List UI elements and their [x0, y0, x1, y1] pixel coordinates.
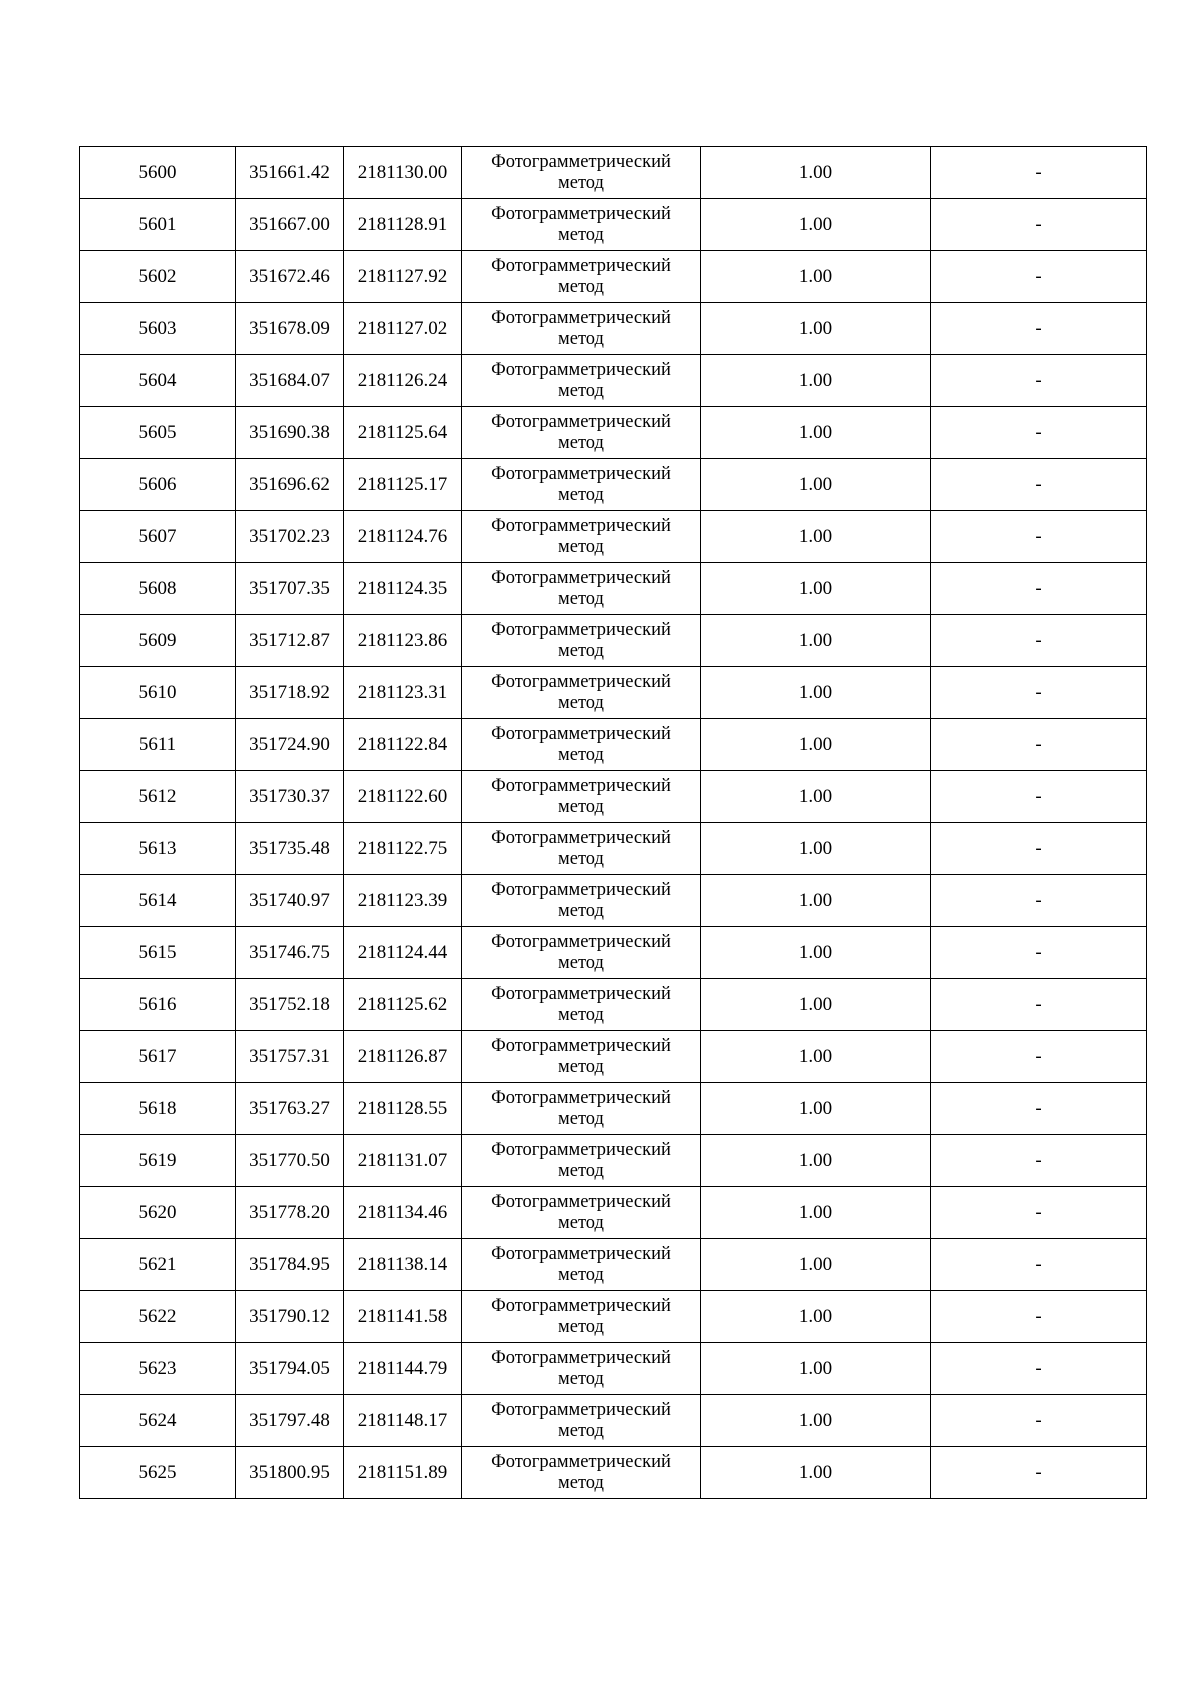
point-number-cell: 5601	[80, 199, 236, 251]
method-text: Фотограмметрический метод	[491, 1399, 671, 1441]
accuracy-cell: 1.00	[701, 251, 931, 303]
table-row	[80, 615, 1147, 667]
x-coordinate-cell: 351724.90	[236, 719, 344, 771]
note-cell: -	[931, 927, 1147, 979]
note-cell: -	[931, 459, 1147, 511]
x-coordinate-cell: 351797.48	[236, 1395, 344, 1447]
method-text: Фотограмметрический метод	[491, 1347, 671, 1389]
method-cell	[462, 199, 701, 251]
x-coordinate-cell: 351770.50	[236, 1135, 344, 1187]
y-coordinate-cell: 2181125.62	[344, 979, 462, 1031]
method-text: Фотограмметрический метод	[491, 827, 671, 869]
y-coordinate-cell: 2181126.87	[344, 1031, 462, 1083]
method-text: Фотограмметрический метод	[491, 1035, 671, 1077]
table-row	[80, 1083, 1147, 1135]
accuracy-cell: 1.00	[701, 147, 931, 199]
y-coordinate-cell: 2181151.89	[344, 1447, 462, 1499]
table-row	[80, 823, 1147, 875]
y-coordinate-cell: 2181144.79	[344, 1343, 462, 1395]
accuracy-cell: 1.00	[701, 1291, 931, 1343]
method-text: Фотограмметрический метод	[491, 671, 671, 713]
y-coordinate-cell: 2181123.86	[344, 615, 462, 667]
method-cell	[462, 1239, 701, 1291]
method-cell	[462, 511, 701, 563]
x-coordinate-cell: 351667.00	[236, 199, 344, 251]
y-coordinate-cell: 2181138.14	[344, 1239, 462, 1291]
note-cell: -	[931, 875, 1147, 927]
note-cell: -	[931, 1291, 1147, 1343]
x-coordinate-cell: 351752.18	[236, 979, 344, 1031]
accuracy-cell: 1.00	[701, 667, 931, 719]
method-text: Фотограмметрический метод	[491, 359, 671, 401]
x-coordinate-cell: 351712.87	[236, 615, 344, 667]
table-row	[80, 355, 1147, 407]
accuracy-cell: 1.00	[701, 719, 931, 771]
x-coordinate-cell: 351696.62	[236, 459, 344, 511]
y-coordinate-cell: 2181128.55	[344, 1083, 462, 1135]
point-number-cell: 5616	[80, 979, 236, 1031]
note-cell: -	[931, 563, 1147, 615]
table-row	[80, 1239, 1147, 1291]
x-coordinate-cell: 351784.95	[236, 1239, 344, 1291]
point-number-cell: 5620	[80, 1187, 236, 1239]
method-cell	[462, 1343, 701, 1395]
note-cell: -	[931, 823, 1147, 875]
point-number-cell: 5615	[80, 927, 236, 979]
note-cell: -	[931, 1395, 1147, 1447]
accuracy-cell: 1.00	[701, 771, 931, 823]
table-row	[80, 927, 1147, 979]
x-coordinate-cell: 351707.35	[236, 563, 344, 615]
accuracy-cell: 1.00	[701, 1239, 931, 1291]
method-cell	[462, 407, 701, 459]
point-number-cell: 5624	[80, 1395, 236, 1447]
y-coordinate-cell: 2181124.35	[344, 563, 462, 615]
note-cell: -	[931, 979, 1147, 1031]
method-cell	[462, 251, 701, 303]
method-cell	[462, 1447, 701, 1499]
method-text: Фотограмметрический метод	[491, 307, 671, 349]
point-number-cell: 5612	[80, 771, 236, 823]
point-number-cell: 5608	[80, 563, 236, 615]
point-number-cell: 5617	[80, 1031, 236, 1083]
note-cell: -	[931, 355, 1147, 407]
table-row	[80, 1395, 1147, 1447]
table-row	[80, 251, 1147, 303]
method-text: Фотограмметрический метод	[491, 203, 671, 245]
x-coordinate-cell: 351718.92	[236, 667, 344, 719]
x-coordinate-cell: 351678.09	[236, 303, 344, 355]
point-number-cell: 5613	[80, 823, 236, 875]
y-coordinate-cell: 2181148.17	[344, 1395, 462, 1447]
method-text: Фотограмметрический метод	[491, 411, 671, 453]
accuracy-cell: 1.00	[701, 1187, 931, 1239]
note-cell: -	[931, 511, 1147, 563]
accuracy-cell: 1.00	[701, 1135, 931, 1187]
accuracy-cell: 1.00	[701, 511, 931, 563]
method-text: Фотограмметрический метод	[491, 151, 671, 193]
note-cell: -	[931, 1135, 1147, 1187]
point-number-cell: 5621	[80, 1239, 236, 1291]
point-number-cell: 5622	[80, 1291, 236, 1343]
accuracy-cell: 1.00	[701, 927, 931, 979]
method-cell	[462, 459, 701, 511]
y-coordinate-cell: 2181127.02	[344, 303, 462, 355]
note-cell: -	[931, 1083, 1147, 1135]
point-number-cell: 5619	[80, 1135, 236, 1187]
accuracy-cell: 1.00	[701, 355, 931, 407]
accuracy-cell: 1.00	[701, 199, 931, 251]
method-cell	[462, 667, 701, 719]
table-row	[80, 875, 1147, 927]
note-cell: -	[931, 1187, 1147, 1239]
note-cell: -	[931, 1239, 1147, 1291]
x-coordinate-cell: 351763.27	[236, 1083, 344, 1135]
method-cell	[462, 1395, 701, 1447]
note-cell: -	[931, 147, 1147, 199]
method-text: Фотограмметрический метод	[491, 1451, 671, 1493]
accuracy-cell: 1.00	[701, 303, 931, 355]
note-cell: -	[931, 251, 1147, 303]
x-coordinate-cell: 351800.95	[236, 1447, 344, 1499]
table-row	[80, 199, 1147, 251]
method-cell	[462, 1083, 701, 1135]
table-row	[80, 771, 1147, 823]
accuracy-cell: 1.00	[701, 823, 931, 875]
table-row	[80, 303, 1147, 355]
accuracy-cell: 1.00	[701, 1447, 931, 1499]
accuracy-cell: 1.00	[701, 407, 931, 459]
accuracy-cell: 1.00	[701, 875, 931, 927]
point-number-cell: 5605	[80, 407, 236, 459]
x-coordinate-cell: 351790.12	[236, 1291, 344, 1343]
method-text: Фотограмметрический метод	[491, 619, 671, 661]
note-cell: -	[931, 615, 1147, 667]
point-number-cell: 5607	[80, 511, 236, 563]
coordinates-table	[79, 146, 1147, 1499]
y-coordinate-cell: 2181128.91	[344, 199, 462, 251]
accuracy-cell: 1.00	[701, 979, 931, 1031]
x-coordinate-cell: 351672.46	[236, 251, 344, 303]
y-coordinate-cell: 2181134.46	[344, 1187, 462, 1239]
y-coordinate-cell: 2181127.92	[344, 251, 462, 303]
method-cell	[462, 615, 701, 667]
table-row	[80, 407, 1147, 459]
x-coordinate-cell: 351661.42	[236, 147, 344, 199]
coordinates-table-body	[80, 147, 1147, 1499]
y-coordinate-cell: 2181125.17	[344, 459, 462, 511]
method-cell	[462, 563, 701, 615]
method-text: Фотограмметрический метод	[491, 775, 671, 817]
y-coordinate-cell: 2181125.64	[344, 407, 462, 459]
method-cell	[462, 823, 701, 875]
point-number-cell: 5625	[80, 1447, 236, 1499]
note-cell: -	[931, 719, 1147, 771]
accuracy-cell: 1.00	[701, 459, 931, 511]
table-row	[80, 979, 1147, 1031]
y-coordinate-cell: 2181141.58	[344, 1291, 462, 1343]
x-coordinate-cell: 351730.37	[236, 771, 344, 823]
point-number-cell: 5603	[80, 303, 236, 355]
y-coordinate-cell: 2181130.00	[344, 147, 462, 199]
method-text: Фотограмметрический метод	[491, 723, 671, 765]
method-text: Фотограмметрический метод	[491, 255, 671, 297]
accuracy-cell: 1.00	[701, 615, 931, 667]
point-number-cell: 5602	[80, 251, 236, 303]
table-row	[80, 1343, 1147, 1395]
accuracy-cell: 1.00	[701, 1343, 931, 1395]
point-number-cell: 5618	[80, 1083, 236, 1135]
method-text: Фотограмметрический метод	[491, 1139, 671, 1181]
method-text: Фотограмметрический метод	[491, 1295, 671, 1337]
note-cell: -	[931, 1031, 1147, 1083]
method-text: Фотограмметрический метод	[491, 931, 671, 973]
method-cell	[462, 927, 701, 979]
point-number-cell: 5623	[80, 1343, 236, 1395]
y-coordinate-cell: 2181126.24	[344, 355, 462, 407]
method-cell	[462, 1135, 701, 1187]
accuracy-cell: 1.00	[701, 1395, 931, 1447]
table-row	[80, 1187, 1147, 1239]
method-text: Фотограмметрический метод	[491, 983, 671, 1025]
method-cell	[462, 303, 701, 355]
method-cell	[462, 1031, 701, 1083]
note-cell: -	[931, 1343, 1147, 1395]
y-coordinate-cell: 2181123.31	[344, 667, 462, 719]
table-row	[80, 719, 1147, 771]
note-cell: -	[931, 303, 1147, 355]
table-row	[80, 1447, 1147, 1499]
note-cell: -	[931, 667, 1147, 719]
table-row	[80, 667, 1147, 719]
y-coordinate-cell: 2181124.76	[344, 511, 462, 563]
method-cell	[462, 979, 701, 1031]
table-row	[80, 1031, 1147, 1083]
x-coordinate-cell: 351757.31	[236, 1031, 344, 1083]
y-coordinate-cell: 2181122.84	[344, 719, 462, 771]
accuracy-cell: 1.00	[701, 1031, 931, 1083]
note-cell: -	[931, 1447, 1147, 1499]
method-text: Фотограмметрический метод	[491, 1087, 671, 1129]
method-cell	[462, 355, 701, 407]
x-coordinate-cell: 351735.48	[236, 823, 344, 875]
accuracy-cell: 1.00	[701, 563, 931, 615]
method-cell	[462, 771, 701, 823]
x-coordinate-cell: 351702.23	[236, 511, 344, 563]
x-coordinate-cell: 351778.20	[236, 1187, 344, 1239]
x-coordinate-cell: 351684.07	[236, 355, 344, 407]
y-coordinate-cell: 2181122.75	[344, 823, 462, 875]
method-cell	[462, 1291, 701, 1343]
table-row	[80, 147, 1147, 199]
note-cell: -	[931, 199, 1147, 251]
y-coordinate-cell: 2181122.60	[344, 771, 462, 823]
point-number-cell: 5609	[80, 615, 236, 667]
table-row	[80, 459, 1147, 511]
method-text: Фотограмметрический метод	[491, 515, 671, 557]
point-number-cell: 5610	[80, 667, 236, 719]
y-coordinate-cell: 2181124.44	[344, 927, 462, 979]
method-text: Фотограмметрический метод	[491, 1191, 671, 1233]
point-number-cell: 5606	[80, 459, 236, 511]
x-coordinate-cell: 351794.05	[236, 1343, 344, 1395]
table-row	[80, 1291, 1147, 1343]
method-text: Фотограмметрический метод	[491, 463, 671, 505]
method-text: Фотограмметрический метод	[491, 879, 671, 921]
accuracy-cell: 1.00	[701, 1083, 931, 1135]
point-number-cell: 5604	[80, 355, 236, 407]
point-number-cell: 5600	[80, 147, 236, 199]
method-text: Фотограмметрический метод	[491, 1243, 671, 1285]
x-coordinate-cell: 351740.97	[236, 875, 344, 927]
method-cell	[462, 147, 701, 199]
note-cell: -	[931, 407, 1147, 459]
method-cell	[462, 1187, 701, 1239]
table-row	[80, 563, 1147, 615]
table-row	[80, 511, 1147, 563]
point-number-cell: 5611	[80, 719, 236, 771]
y-coordinate-cell: 2181131.07	[344, 1135, 462, 1187]
point-number-cell: 5614	[80, 875, 236, 927]
method-cell	[462, 875, 701, 927]
note-cell: -	[931, 771, 1147, 823]
x-coordinate-cell: 351746.75	[236, 927, 344, 979]
x-coordinate-cell: 351690.38	[236, 407, 344, 459]
method-cell	[462, 719, 701, 771]
method-text: Фотограмметрический метод	[491, 567, 671, 609]
y-coordinate-cell: 2181123.39	[344, 875, 462, 927]
table-row	[80, 1135, 1147, 1187]
